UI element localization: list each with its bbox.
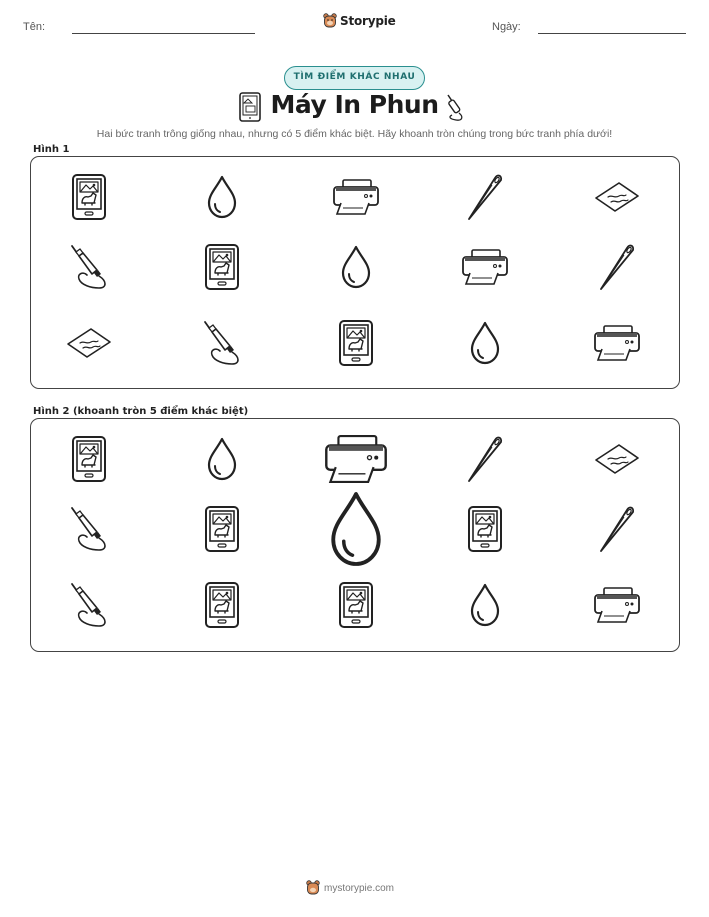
soldering-iron-icon: [442, 93, 470, 123]
bear-icon: [306, 880, 320, 896]
paper-icon[interactable]: [65, 326, 113, 360]
soldering-iron-icon[interactable]: [67, 243, 111, 291]
tablet-icon[interactable]: [204, 505, 240, 553]
picture1-label: Hình 1: [33, 144, 70, 155]
tablet-icon[interactable]: [338, 319, 374, 367]
tablet-icon: [239, 92, 261, 122]
page-title: Máy In Phun: [270, 90, 439, 119]
ink-drop-icon[interactable]: [326, 489, 386, 570]
needle-icon[interactable]: [465, 172, 505, 222]
tablet-icon[interactable]: [338, 581, 374, 629]
ink-drop-icon[interactable]: [468, 582, 502, 628]
soldering-iron-icon[interactable]: [67, 581, 111, 629]
soldering-iron-icon[interactable]: [67, 505, 111, 553]
needle-icon[interactable]: [465, 434, 505, 484]
date-line[interactable]: [538, 33, 686, 34]
picture2-label: Hình 2 (khoanh tròn 5 điểm khác biệt): [33, 406, 249, 417]
ink-drop-icon[interactable]: [339, 244, 373, 290]
ink-drop-icon[interactable]: [205, 436, 239, 482]
needle-icon[interactable]: [597, 242, 637, 292]
tablet-icon[interactable]: [204, 243, 240, 291]
printer-icon[interactable]: [460, 247, 510, 287]
tablet-icon[interactable]: [204, 581, 240, 629]
tablet-icon[interactable]: [467, 505, 503, 553]
brand-name: Storypie: [340, 14, 396, 28]
needle-icon[interactable]: [597, 504, 637, 554]
soldering-iron-icon[interactable]: [200, 319, 244, 367]
name-label: Tên:: [23, 21, 46, 33]
printer-icon[interactable]: [331, 177, 381, 217]
footer: [306, 880, 394, 896]
ink-drop-icon[interactable]: [205, 174, 239, 220]
ink-drop-icon[interactable]: [468, 320, 502, 366]
picture2-panel[interactable]: [30, 418, 680, 652]
printer-icon[interactable]: [592, 585, 642, 625]
activity-badge: TÌM ĐIỂM KHÁC NHAU: [284, 66, 425, 90]
paper-icon[interactable]: [593, 442, 641, 476]
brand-logo: [323, 13, 396, 29]
bear-icon: [323, 13, 337, 29]
footer-url: mystorypie.com: [324, 882, 395, 894]
name-line[interactable]: [72, 33, 255, 34]
instructions: Hai bức tranh trông giống nhau, nhưng có 5 điểm khác biệt. Hãy khoanh tròn chúng trong bức tranh phía dưới!: [96, 128, 613, 140]
tablet-icon[interactable]: [71, 435, 107, 483]
tablet-icon[interactable]: [71, 173, 107, 221]
paper-icon[interactable]: [593, 180, 641, 214]
printer-icon[interactable]: [592, 323, 642, 363]
picture1-panel[interactable]: [30, 156, 680, 389]
printer-icon[interactable]: [322, 432, 390, 486]
date-label: Ngày:: [492, 21, 521, 33]
